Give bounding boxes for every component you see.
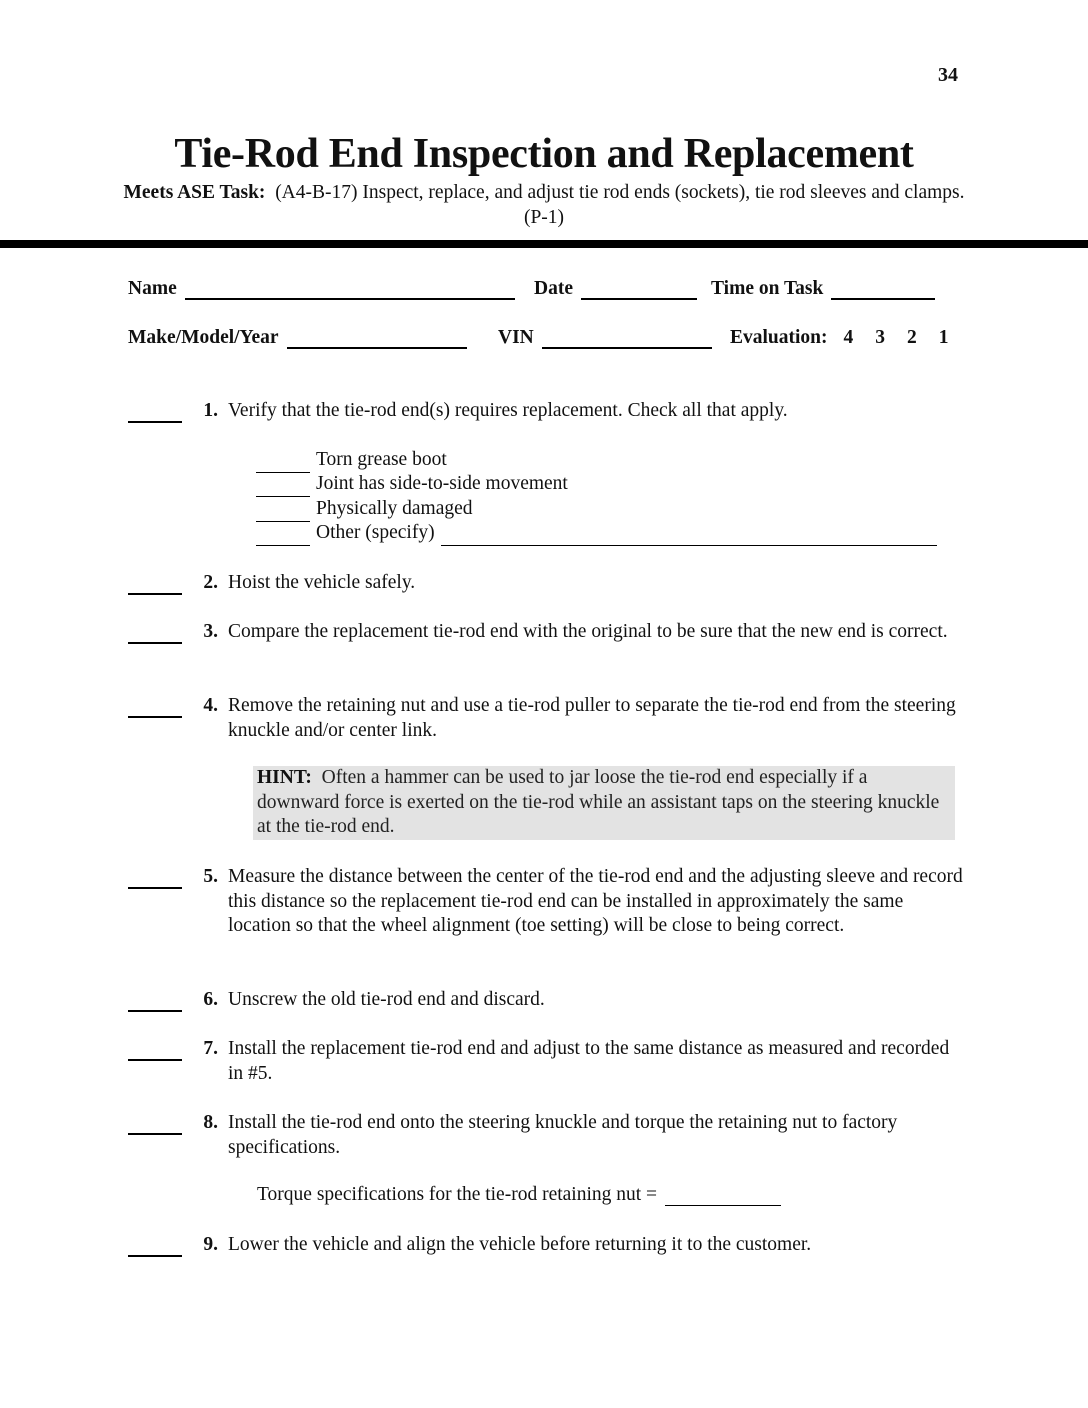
step-number: 5. [203,866,218,887]
time-on-task-field [711,278,935,300]
ase-task-subtitle [120,180,968,230]
step-number: 2. [203,572,218,593]
header-divider [0,240,1088,248]
vin-label: VIN [498,327,534,348]
option-joint-movement [256,472,568,497]
hint-text: Often a hammer can be used to jar loose the tie-rod end especially if a downward force is exerted on the tie-rod while an assistant taps on the steering knuckle at the tie-rod end. [257,767,940,837]
option-label: Joint has side-to-side movement [316,473,568,494]
step-checkoff-blank[interactable] [128,694,182,718]
time-on-task-label: Time on Task [711,278,824,299]
hint-label: HINT: [257,767,312,788]
step-checkoff-blank[interactable] [128,1233,182,1257]
step-text: Unscrew the old tie-rod end and discard. [228,989,545,1010]
torque-spec-input[interactable] [665,1185,781,1206]
option-torn-grease-boot [256,448,447,473]
step-number: 4. [203,695,218,716]
step-text: Compare the replacement tie-rod end with the original to be sure that the new end is correct. [228,621,948,642]
date-label: Date [534,278,573,299]
step-checkoff-blank[interactable] [128,571,182,595]
step-text: Remove the retaining nut and use a tie-rod puller to separate the tie-rod end from the steering knuckle and/or center link. [228,695,956,741]
step-number: 1. [203,400,218,421]
step-text: Verify that the tie-rod end(s) requires replacement. Check all that apply. [228,400,788,421]
step-text: Hoist the vehicle safely. [228,572,416,593]
date-field [534,278,697,300]
evaluation-score-1[interactable]: 1 [938,327,949,348]
date-input[interactable] [581,280,697,300]
name-field [128,278,515,300]
option-blank[interactable] [256,452,310,473]
step-text: Install the tie-rod end onto the steering knuckle and torque the retaining nut to factory specifications. [228,1112,898,1158]
other-specify-input[interactable] [441,525,937,546]
step-number: 8. [203,1112,218,1133]
step-checkoff-blank[interactable] [128,1111,182,1135]
step-number: 3. [203,621,218,642]
time-on-task-input[interactable] [831,280,935,300]
evaluation-score-3[interactable]: 3 [875,327,886,348]
option-label: Physically damaged [316,498,473,519]
step-number: 9. [203,1234,218,1255]
step-5 [128,865,968,939]
step-text: Install the replacement tie-rod end and adjust to the same distance as measured and recorded in #5. [228,1038,950,1084]
vin-field [498,327,712,349]
step-checkoff-blank[interactable] [128,865,182,889]
step-1 [128,399,968,424]
evaluation-field [730,327,949,349]
evaluation-score-2[interactable]: 2 [907,327,917,348]
ase-task-text: (A4-B-17) Inspect, replace, and adjust tie rod ends (sockets), tie rod sleeves and clamps. (P-1) [275,182,965,228]
make-model-year-label: Make/Model/Year [128,327,279,348]
step-text: Measure the distance between the center of the tie-rod end and the adjusting sleeve and record this distance so the replacement tie-rod end can be installed in approximately the same location so that the wheel alignment (toe setting) will be close to being correct. [228,866,963,936]
step-9 [128,1233,968,1258]
vin-input[interactable] [542,329,712,349]
page-title: Tie-Rod End Inspection and Replacement [174,131,914,177]
step-2 [128,571,968,596]
option-physically-damaged [256,497,473,522]
step-number: 7. [203,1038,218,1059]
step-checkoff-blank[interactable] [128,399,182,423]
option-blank[interactable] [256,501,310,522]
page-number: 34 [938,64,958,86]
step-checkoff-blank[interactable] [128,988,182,1012]
option-other [256,521,937,546]
ase-task-label: Meets ASE Task: [123,182,266,203]
make-model-year-field [128,327,467,349]
option-blank[interactable] [256,476,310,497]
evaluation-label: Evaluation: [730,327,828,348]
option-label: Torn grease boot [316,449,447,470]
option-blank[interactable] [256,525,310,546]
torque-spec-field [257,1184,781,1206]
step-number: 6. [203,989,218,1010]
step-4 [128,694,968,743]
step-6 [128,988,968,1013]
step-8 [128,1111,968,1160]
step-7 [128,1037,968,1086]
step-3 [128,620,968,645]
step-text: Lower the vehicle and align the vehicle before returning it to the customer. [228,1234,812,1255]
name-label: Name [128,278,177,299]
step-checkoff-blank[interactable] [128,1037,182,1061]
torque-spec-label: Torque specifications for the tie-rod retaining nut = [257,1184,658,1205]
name-input[interactable] [185,280,515,300]
hint-box [253,766,955,840]
step-checkoff-blank[interactable] [128,620,182,644]
option-label: Other (specify) [316,522,435,543]
evaluation-score-4[interactable]: 4 [843,327,854,348]
make-model-year-input[interactable] [287,329,467,349]
